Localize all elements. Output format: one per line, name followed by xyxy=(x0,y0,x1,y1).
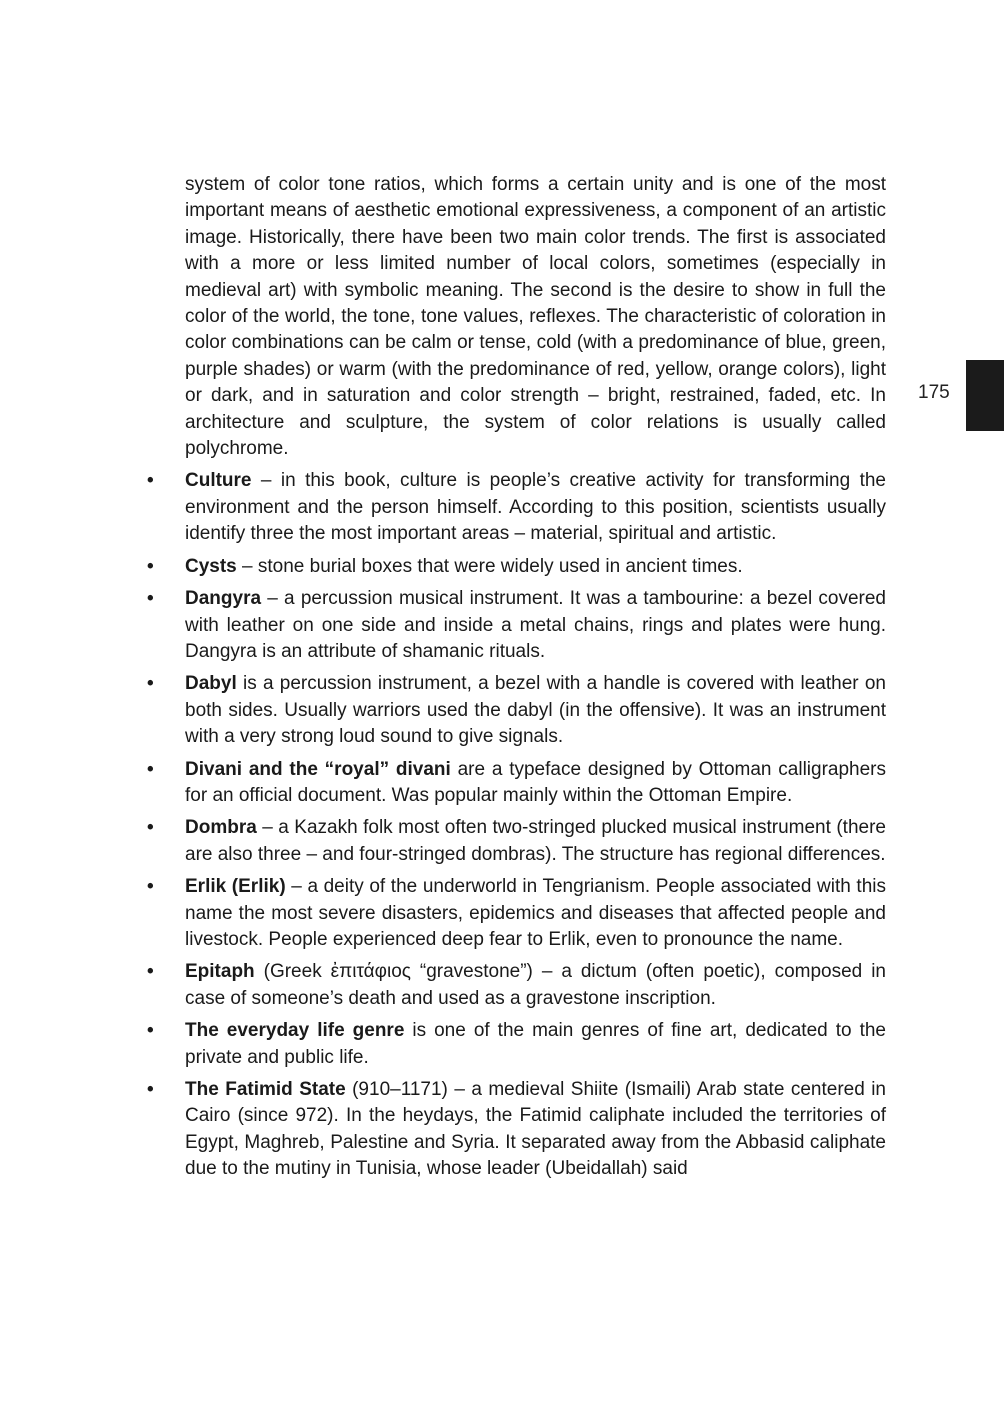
page-content xyxy=(147,172,886,1189)
glossary-entry-dabyl xyxy=(147,671,886,750)
glossary-entry-fatimid-state xyxy=(147,1077,886,1183)
glossary-term: The Fatimid State xyxy=(185,1079,346,1100)
glossary-definition: – in this book, culture is people’s creative activity for transforming the environment and the person himself. According to this position, scientists usually identify three the most important areas – material, spiritual and artistic. xyxy=(185,470,886,545)
bullet-icon: • xyxy=(147,817,154,839)
glossary-definition: are a typeface designed by Ottoman calligraphers for an official document. Was popular mainly within the Ottoman Empire. xyxy=(185,758,886,806)
glossary-definition: (910–1171) – a medieval Shiite (Ismaili) Arab state centered in Cairo (since 972). In the heydays, the Fatimid caliphate included the territories of Egypt, Maghreb, Palestine and Syria. It separated away from the Abbasid caliphate due to the mutiny in Tunisia, whose leader (Ubeidallah) said xyxy=(185,1079,886,1180)
glossary-entry-cysts xyxy=(147,554,886,580)
glossary-term: Cysts xyxy=(185,555,237,577)
glossary-definition: is a percussion instrument, a bezel with a handle is covered with leather on both sides. Usually warriors used the dabyl (in the offensive). It was an instrument with a very strong loud sound to give signals. xyxy=(185,673,886,748)
bullet-icon: • xyxy=(147,876,154,898)
glossary-term: Dangyra xyxy=(185,588,262,610)
bullet-icon: • xyxy=(147,588,154,610)
bullet-icon: • xyxy=(147,758,154,780)
bullet-icon: • xyxy=(147,1079,154,1100)
page-number: 175 xyxy=(918,382,950,403)
glossary-definition: – stone burial boxes that were widely used in ancient times. xyxy=(236,555,743,577)
glossary-term: Dombra xyxy=(185,817,257,839)
glossary-definition: is one of the main genres of fine art, dedicated to the private and public life. xyxy=(185,1020,886,1068)
glossary-term: Epitaph xyxy=(185,961,255,983)
glossary-definition: (Greek ἐπιτάφιος “gravestone”) – a dictum (often poetic), composed in case of someone’s death and used as a gravestone inscription. xyxy=(185,961,886,1009)
glossary-definition: – a percussion musical instrument. It was a tambourine: a bezel covered with leather on one side and inside a metal chains, rings and plates were hung. Dangyra is an attribute of shamanic rituals. xyxy=(185,588,886,662)
glossary-term: Culture xyxy=(185,470,252,492)
glossary-term: Dabyl xyxy=(185,673,237,695)
bullet-icon: • xyxy=(147,673,154,695)
chapter-thumb-tab xyxy=(966,360,1004,431)
glossary-term: Divani and the “royal” divani xyxy=(185,758,451,780)
glossary-list xyxy=(147,468,886,1182)
glossary-entry-erlik xyxy=(147,874,886,953)
glossary-entry-dangyra xyxy=(147,586,886,665)
glossary-entry-dombra xyxy=(147,815,886,868)
glossary-definition: – a Kazakh folk most often two-stringed plucked musical instrument (there are also three – and four-stringed dombras). The structure has regional differences. xyxy=(185,817,886,865)
glossary-entry-everyday-life-genre xyxy=(147,1018,886,1071)
glossary-entry-culture xyxy=(147,468,886,547)
glossary-definition: – a deity of the underworld in Tengrianism. People associated with this name the most severe disasters, epidemics and diseases that affected people and livestock. People experienced deep fear to Erlik, even to pronounce the name. xyxy=(185,876,886,950)
bullet-icon: • xyxy=(147,555,154,577)
glossary-entry-divani xyxy=(147,757,886,810)
bullet-icon: • xyxy=(147,961,154,983)
glossary-term: The everyday life genre xyxy=(185,1020,405,1042)
bullet-icon: • xyxy=(147,1020,154,1042)
bullet-icon: • xyxy=(147,470,154,492)
glossary-entry-epitaph xyxy=(147,959,886,1012)
intro-paragraph: system of color tone ratios, which forms a certain unity and is one of the most important means of aesthetic emotional expressiveness, a component of an artistic image. Historically, there have been two main color trends. The first is associated with a more or less limited number of local colors, sometimes (especially in medieval art) with symbolic meaning. The second is the desire to show in full the color of the world, the tone, tone values, reflexes. The characteristic of coloration in color combinations can be calm or tense, cold (with a predominance of blue, green, purple shades) or warm (with the predominance of red, yellow, orange colors), light or dark, and in saturation and color strength – bright, restrained, faded, etc. In architecture and sculpture, the system of color relations is usually called polychrome. xyxy=(185,174,886,460)
glossary-term: Erlik (Erlik) xyxy=(185,876,286,898)
